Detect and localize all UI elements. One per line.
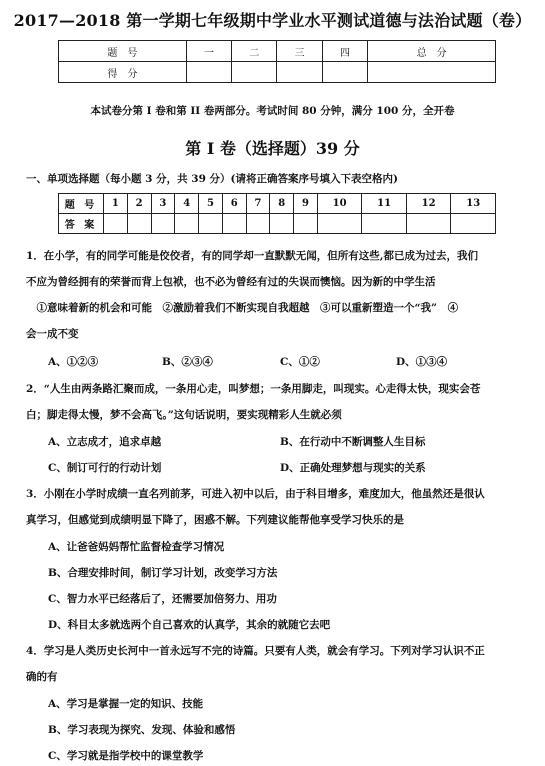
part-heading: 第 I 卷（选择题）39 分 [185, 139, 360, 158]
question-2-option-c: C、制订可行的行动计划 [48, 462, 162, 474]
question-number-cell: 3 [151, 194, 175, 214]
score-cell[interactable] [186, 62, 231, 83]
question-4-option-a: A、学习是掌握一定的知识、技能 [48, 698, 204, 710]
answer-table-answer-row [59, 214, 496, 234]
question-number-cell: 1 [104, 194, 128, 214]
section-heading: 一、单项选择题（每小题 3 分，共 39 分）(请将正确答案序号填入下表空格内) [26, 173, 398, 185]
answer-cell[interactable] [270, 214, 294, 234]
score-table-cell: 三 [277, 41, 322, 62]
answer-table-label: 答 案 [59, 214, 104, 234]
answer-table-number-row [59, 194, 496, 214]
question-1-line: 1．在小学，有的同学可能是佼佼者，有的同学却一直默默无闻，但所有这些,都已成为过去，我们 [26, 250, 478, 262]
question-1-option-a: A、①②③ [48, 356, 99, 368]
score-table-cell: 四 [322, 41, 367, 62]
question-number-cell: 2 [127, 194, 151, 214]
question-number-cell: 11 [362, 194, 407, 214]
question-1-line: ①意味着新的机会和可能 ②激励着我们不断实现自我超越 ③可以重新塑造一个“我” ④ [26, 302, 459, 314]
score-cell[interactable] [368, 62, 496, 83]
exam-notice: 本试卷分第 I 卷和第 II 卷两部分。考试时间 80 分钟，满分 100 分，全开卷 [90, 105, 455, 117]
question-2-line: 2．“人生由两条路汇聚而成，一条用心走，叫梦想；一条用脚走，叫现实。心走得太快，现实会苍 [26, 383, 481, 395]
answer-cell[interactable] [199, 214, 223, 234]
answer-table [58, 193, 496, 234]
answer-cell[interactable] [317, 214, 362, 234]
answer-cell[interactable] [175, 214, 199, 234]
answer-cell[interactable] [104, 214, 128, 234]
question-number-cell: 6 [222, 194, 246, 214]
question-1-option-b: B、②③④ [162, 356, 213, 368]
question-3-option-a: A、让爸爸妈妈帮忙监督检查学习情况 [48, 541, 225, 553]
score-table [58, 40, 496, 83]
question-2-option-b: B、在行动中不断调整人生目标 [280, 436, 426, 448]
question-4-option-b: B、学习表现为探究、发现、体验和感悟 [48, 724, 236, 736]
question-number-cell: 13 [451, 194, 496, 214]
question-3-line: 3．小刚在小学时成绩一直名列前茅，可进入初中以后，由于科目增多，难度加大，他虽然还是很认 [26, 488, 485, 500]
question-3-option-c: C、智力水平已经落后了，还需要加倍努力、用功 [48, 593, 277, 605]
answer-cell[interactable] [406, 214, 451, 234]
answer-table-label: 题 号 [59, 194, 104, 214]
question-2-option-a: A、立志成才，追求卓越 [48, 436, 162, 448]
score-table-cell: 二 [232, 41, 277, 62]
question-2-line: 白；脚走得太慢，梦不会高飞。”这句话说明，要实现精彩人生就必须 [26, 409, 342, 421]
answer-cell[interactable] [294, 214, 318, 234]
question-4-line: 4．学习是人类历史长河中一首永远写不完的诗篇。只要有人类，就会有学习。下列对学习认识不正 [26, 645, 485, 657]
exam-title: 2017—2018 第一学期七年级期中学业水平测试道德与法治试题（卷） [13, 11, 532, 30]
score-table-header-row [59, 41, 496, 62]
question-number-cell: 9 [294, 194, 318, 214]
question-4-option-c: C、学习就是指学校中的课堂教学 [48, 750, 204, 762]
question-3-line: 真学习，但感觉到成绩明显下降了，困惑不解。下列建议能帮他享受学习快乐的是 [26, 514, 404, 526]
answer-cell[interactable] [451, 214, 496, 234]
question-3-option-d: D、科目太多就选两个自己喜欢的认真学，其余的就随它去吧 [48, 619, 331, 631]
question-number-cell: 10 [317, 194, 362, 214]
question-1-option-d: D、①③④ [396, 356, 448, 368]
answer-cell[interactable] [222, 214, 246, 234]
question-number-cell: 5 [199, 194, 223, 214]
question-1-line: 会一成不变 [26, 328, 79, 340]
question-number-cell: 7 [246, 194, 270, 214]
score-cell[interactable] [277, 62, 322, 83]
score-table-cell: 题 号 [59, 41, 187, 62]
answer-cell[interactable] [127, 214, 151, 234]
question-1-line: 不应为曾经拥有的荣誉而背上包袱，也不必为曾经有过的失误而懊恼。因为新的中学生活 [26, 276, 436, 288]
question-number-cell: 4 [175, 194, 199, 214]
score-table-cell: 一 [186, 41, 231, 62]
question-2-option-d: D、正确处理梦想与现实的关系 [280, 462, 426, 474]
question-1-option-c: C、①② [280, 356, 320, 368]
answer-cell[interactable] [362, 214, 407, 234]
score-table-cell: 总 分 [368, 41, 496, 62]
answer-cell[interactable] [246, 214, 270, 234]
answer-cell[interactable] [151, 214, 175, 234]
score-table-score-row [59, 62, 496, 83]
question-3-option-b: B、合理安排时间，制订学习计划，改变学习方法 [48, 567, 278, 579]
score-cell[interactable] [322, 62, 367, 83]
question-number-cell: 8 [270, 194, 294, 214]
question-4-line: 确的有 [26, 671, 58, 683]
question-number-cell: 12 [406, 194, 451, 214]
score-cell[interactable] [232, 62, 277, 83]
score-row-label: 得 分 [59, 62, 187, 83]
